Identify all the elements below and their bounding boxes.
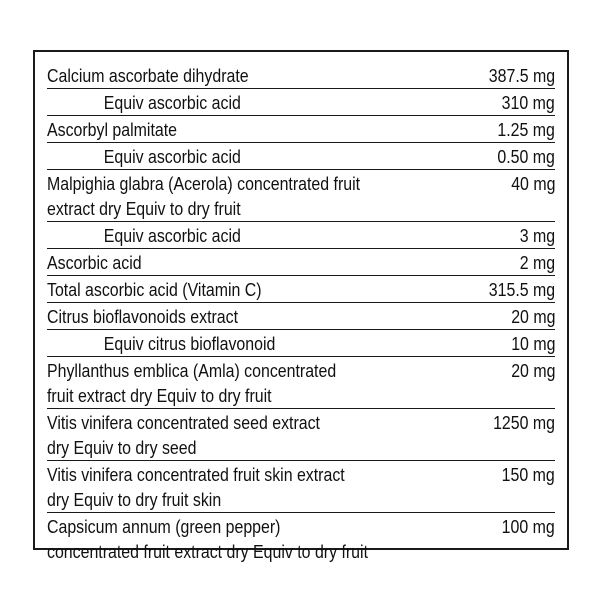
- ingredient-name: Equiv citrus bioflavonoid: [103, 333, 276, 354]
- ingredient-amount: 315.5 mg: [488, 279, 555, 300]
- ingredient-name-line: Capsicum annum (green pepper): [47, 516, 281, 537]
- ingredient-amount: 150 mg: [501, 464, 555, 485]
- ingredient-name: Ascorbic acid: [47, 252, 142, 273]
- ingredient-name-line: Phyllanthus emblica (Amla) concentrated: [47, 360, 337, 381]
- table-row: [47, 513, 555, 564]
- ingredient-amount: 1.25 mg: [497, 119, 555, 140]
- ingredient-name: [47, 462, 484, 512]
- ingredients-panel: [33, 50, 569, 562]
- ingredient-amount: 1250 mg: [493, 412, 555, 433]
- ingredient-name: Citrus bioflavonoids extract: [47, 306, 239, 327]
- table-row: [47, 143, 555, 170]
- table-row: [47, 62, 555, 89]
- ingredient-name: [47, 171, 484, 221]
- ingredient-name: [47, 514, 484, 564]
- ingredient-name: [47, 410, 484, 460]
- ingredient-name-line: extract dry Equiv to dry fruit: [47, 198, 241, 219]
- table-row: [47, 303, 555, 330]
- table-row: [47, 170, 555, 222]
- ingredient-name: Calcium ascorbate dihydrate: [47, 65, 249, 86]
- ingredient-name: Equiv ascorbic acid: [103, 225, 241, 246]
- table-row: [47, 249, 555, 276]
- table-row: [47, 461, 555, 513]
- ingredient-name-line: Vitis vinifera concentrated seed extract: [47, 412, 320, 433]
- ingredient-amount: 40 mg: [510, 173, 555, 194]
- ingredient-name-line: dry Equiv to dry fruit skin: [47, 489, 222, 510]
- ingredient-name: Total ascorbic acid (Vitamin C): [47, 279, 262, 300]
- table-row: [47, 409, 555, 461]
- ingredient-name: [47, 358, 484, 408]
- ingredient-amount: 20 mg: [510, 360, 555, 381]
- table-row: [47, 330, 555, 357]
- ingredients-table: [47, 62, 555, 564]
- ingredient-amount: 3 mg: [519, 225, 555, 246]
- ingredient-name: Equiv ascorbic acid: [103, 146, 241, 167]
- ingredient-amount: 100 mg: [501, 516, 555, 537]
- ingredient-amount: 20 mg: [510, 306, 555, 327]
- ingredient-name-line: concentrated fruit extract dry Equiv to dry fruit: [47, 541, 368, 562]
- table-row: [47, 276, 555, 303]
- table-row: [47, 222, 555, 249]
- table-row: [47, 116, 555, 143]
- ingredient-amount: 0.50 mg: [497, 146, 555, 167]
- ingredient-name: Equiv ascorbic acid: [103, 92, 241, 113]
- ingredient-amount: 10 mg: [510, 333, 555, 354]
- ingredient-name: Ascorbyl palmitate: [47, 119, 177, 140]
- ingredient-amount: 310 mg: [501, 92, 555, 113]
- ingredient-name-line: fruit extract dry Equiv to dry fruit: [47, 385, 272, 406]
- table-row: [47, 357, 555, 409]
- ingredient-name-line: Malpighia glabra (Acerola) concentrated fruit: [47, 173, 361, 194]
- ingredient-name-line: Vitis vinifera concentrated fruit skin extract: [47, 464, 345, 485]
- ingredient-name-line: dry Equiv to dry seed: [47, 437, 197, 458]
- ingredient-amount: 387.5 mg: [488, 65, 555, 86]
- ingredient-amount: 2 mg: [519, 252, 555, 273]
- table-row: [47, 89, 555, 116]
